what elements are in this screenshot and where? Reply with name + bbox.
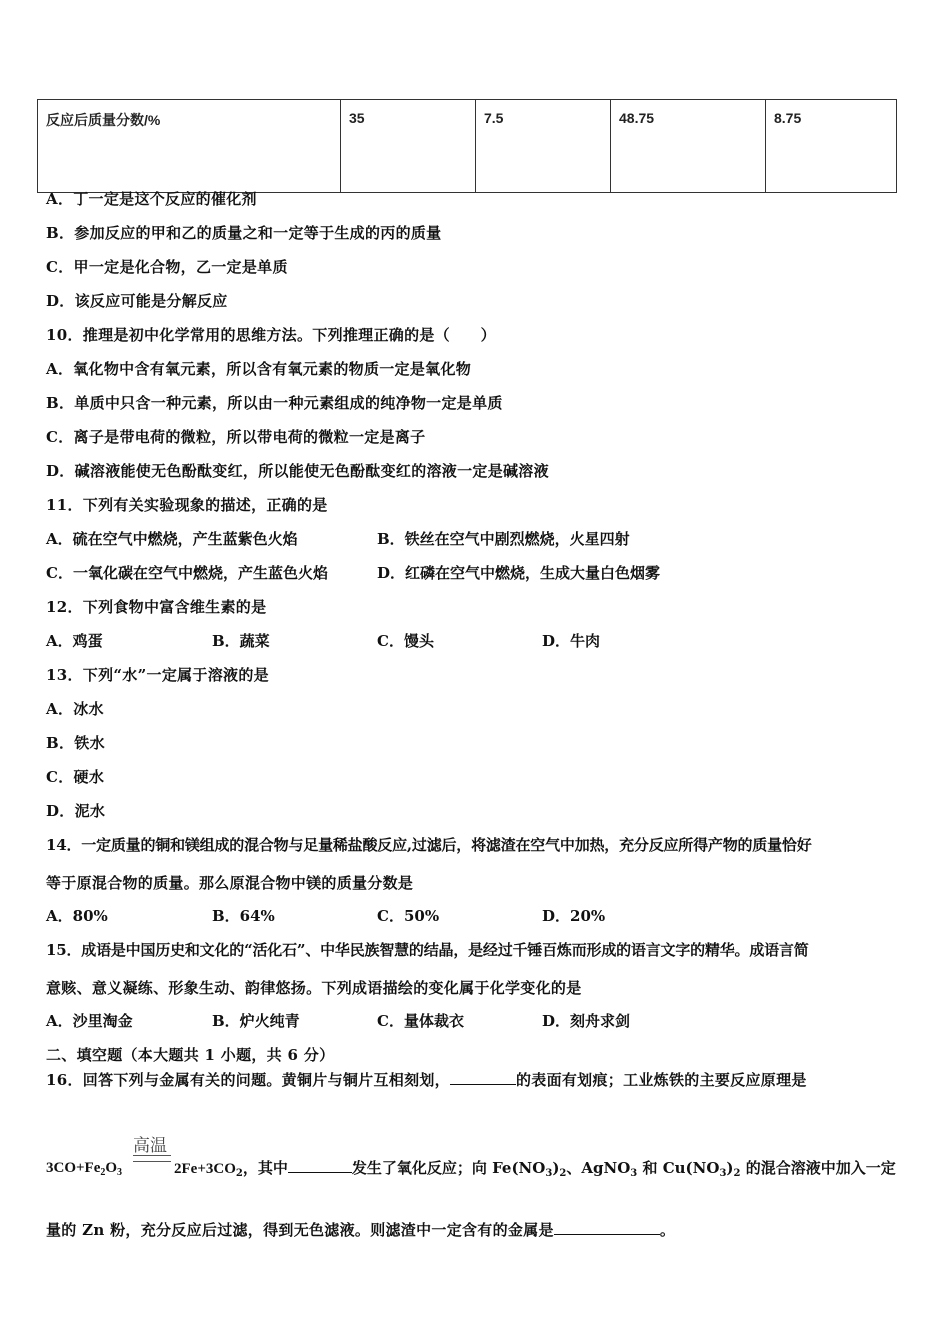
q9-option-d: D．该反应可能是分解反应 — [46, 292, 228, 310]
q10-option-a: A．氧化物中含有氧元素，所以含有氧元素的物质一定是氧化物 — [46, 360, 472, 378]
q13-stem: 13．下列“水”一定属于溶液的是 — [46, 666, 269, 684]
reaction-data-table — [37, 99, 897, 193]
q11-stem: 11．下列有关实验现象的描述，正确的是 — [46, 496, 328, 514]
table-row — [38, 100, 897, 193]
q14-option-b: B．64% — [212, 907, 275, 925]
q15-stem-line2: 意赅、意义凝练、形象生动、韵律悠扬。下列成语描绘的变化属于化学变化的是 — [46, 979, 582, 997]
q12-option-b: B．蔬菜 — [212, 632, 270, 650]
q9-option-b: B．参加反应的甲和乙的质量之和一定等于生成的丙的质量 — [46, 224, 442, 242]
q11-option-a: A．硫在空气中燃烧，产生蓝紫色火焰 — [46, 530, 298, 548]
q12-stem: 12．下列食物中富含维生素的是 — [46, 598, 267, 616]
q16-line1 — [46, 1070, 807, 1090]
q14-option-a: A．80% — [46, 907, 108, 925]
q13-option-b: B．铁水 — [46, 734, 105, 752]
q11-option-d: D．红磷在空气中燃烧，生成大量白色烟雾 — [377, 564, 661, 582]
table-cell-bing: 48.75 — [611, 100, 766, 193]
equals-sign — [133, 1155, 171, 1162]
q14-option-d: D．20% — [542, 907, 606, 925]
q9-option-a: A．丁一定是这个反应的催化剂 — [46, 190, 257, 208]
q9-option-c: C．甲一定是化合物，乙一定是单质 — [46, 258, 288, 276]
table-cell-ding: 8.75 — [766, 100, 897, 193]
answer-blank-3[interactable] — [554, 1220, 660, 1235]
q12-option-d: D．牛肉 — [542, 632, 601, 650]
section-heading-fill-in: 二、填空题（本大题共 1 小题，共 6 分） — [46, 1046, 335, 1064]
q10-option-d: D．碱溶液能使无色酚酞变红，所以能使无色酚酞变红的溶液一定是碱溶液 — [46, 462, 549, 480]
q13-option-a: A．冰水 — [46, 700, 104, 718]
answer-blank-2[interactable] — [288, 1158, 352, 1173]
q14-stem-line1: 14．一定质量的铜和镁组成的混合物与足量稀盐酸反应,过滤后，将滤渣在空气中加热，充分反应所得产物的质量恰好 — [46, 836, 812, 854]
reaction-condition-label: 高温 — [133, 1136, 167, 1156]
q15-stem-line1: 15．成语是中国历史和文化的“活化石”、中华民族智慧的结晶，是经过千锤百炼而形成的语言文字的精华。成语言简 — [46, 941, 809, 959]
table-row-label: 反应后质量分数/% — [38, 100, 341, 193]
q15-option-c: C．量体裁衣 — [377, 1012, 464, 1030]
table-cell-yi: 7.5 — [476, 100, 611, 193]
equation-left: $3CO+Fe_2O_3$ — [46, 1160, 123, 1178]
q16-line1-text-a: 16．回答下列与金属有关的问题。黄铜片与铜片互相刻划， — [46, 1071, 450, 1089]
q14-option-c: C．50% — [377, 907, 440, 925]
q15-option-b: B．炉火纯青 — [212, 1012, 300, 1030]
answer-blank-1[interactable] — [450, 1070, 516, 1085]
q12-option-a: A．鸡蛋 — [46, 632, 103, 650]
q13-option-c: C．硬水 — [46, 768, 105, 786]
q16-line1-text-b: 的表面有划痕；工业炼铁的主要反应原理是 — [515, 1071, 807, 1089]
q11-option-b: B．铁丝在空气中剧烈燃烧，火星四射 — [377, 530, 630, 548]
q13-option-d: D．泥水 — [46, 802, 106, 820]
q15-option-a: A．沙里淘金 — [46, 1012, 133, 1030]
q10-option-c: C．离子是带电荷的微粒，所以带电荷的微粒一定是离子 — [46, 428, 426, 446]
q14-stem-line2: 等于原混合物的质量。那么原混合物中镁的质量分数是 — [46, 874, 414, 892]
q12-option-c: C．馒头 — [377, 632, 434, 650]
q11-option-c: C．一氧化碳在空气中燃烧，产生蓝色火焰 — [46, 564, 328, 582]
q15-option-d: D．刻舟求剑 — [542, 1012, 631, 1030]
q10-stem: 10．推理是初中化学常用的思维方法。下列推理正确的是（ ） — [46, 326, 496, 344]
q10-option-b: B．单质中只含一种元素，所以由一种元素组成的纯净物一定是单质 — [46, 394, 503, 412]
q16-line2: $2Fe+3CO_2$，其中 发生了氧化反应；向 $Fe(NO_3)_2$、AgNO$_3$ 和 $Cu(NO_3)_2$ 的混合溶液中加入一定 — [174, 1159, 896, 1179]
table-cell-jia: 35 — [341, 100, 476, 193]
q16-line3: 量的 Zn 粉，充分反应后过滤，得到无色滤液。则滤渣中一定含有的金属是 。 — [46, 1221, 676, 1239]
